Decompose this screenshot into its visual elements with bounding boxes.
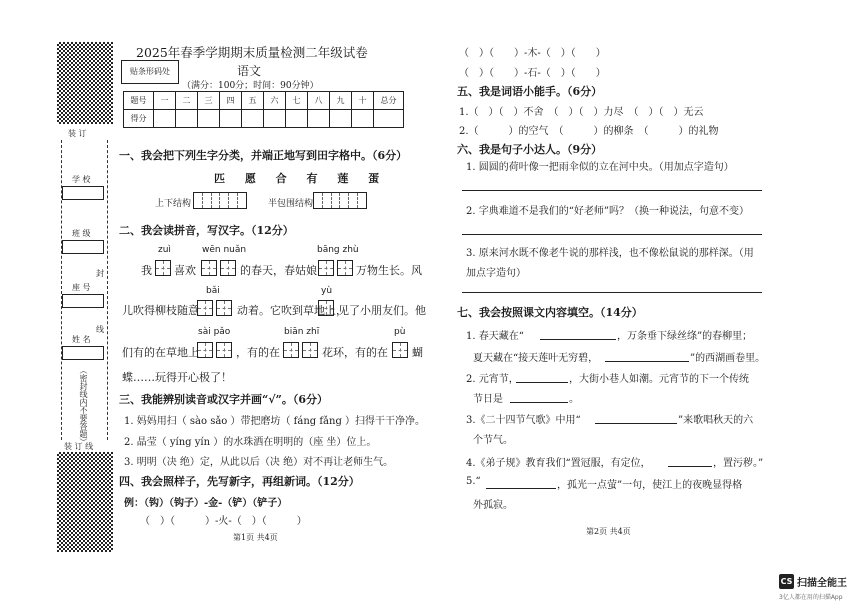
score-input[interactable] [242,110,264,128]
subject-title: 语文 [237,64,262,78]
q2-text-11: 蝴 [412,346,423,359]
q6-title: 六、我是句子小达人。（9分） [457,143,603,156]
q2-grid[interactable] [318,260,334,276]
q2-text-3: 的春天，春姑娘 [240,264,317,277]
q6-answer-line-2[interactable] [462,234,762,235]
score-cell: 四 [220,92,242,110]
score-cell: 十 [352,92,374,110]
q6-sentence-3b: 加点字造句） [466,268,526,279]
score-cell: 二 [176,92,198,110]
score-input[interactable] [198,110,220,128]
school-box[interactable] [62,186,104,200]
score-cell: 一 [154,92,176,110]
binding-line-right [107,140,108,440]
q7-blank[interactable] [595,423,677,424]
checker-pattern-bottom [57,452,113,552]
line-char: 线 [96,325,104,334]
q2-pinyin-8: pù [394,327,406,337]
q2-text-1: 我 [141,264,152,277]
q3-item-3: 3. 明明（决 绝）定，从此以后（决 绝）对不再让老师生气。 [124,457,394,468]
q4-row-3[interactable]: （ ）（ ）-石-（ ）（ ） [459,68,606,79]
score-table-score-row [124,110,404,128]
q1-chars: 匹 愿 合 有 莲 蛋 [214,172,384,185]
q7-line-5a: 3.《二十四节气歌》中用“ [466,415,581,426]
q2-grid[interactable] [302,342,318,358]
watermark-sub: 3亿人都在用的扫描App [779,594,843,601]
binding-line-left [61,140,62,440]
q2-pinyin-5: yù [321,286,333,296]
q1-grid-a[interactable] [193,192,247,209]
q2-grid[interactable] [201,260,217,276]
q2-grid[interactable] [155,260,171,276]
score-input[interactable] [286,110,308,128]
score-cell: 五 [242,92,264,110]
camscanner-logo-icon: CS [779,574,794,589]
q1-title: 一、我会把下列生字分类，并端正地写到田字格中。（6分） [119,149,408,162]
q2-pinyin-6: sài pǎo [198,327,231,337]
q2-text-7: 见了小朋友们。他 [338,304,426,317]
q7-blank[interactable] [510,402,568,403]
q2-grid[interactable] [337,260,353,276]
q7-line-1b: ，万条垂下绿丝绦”的春柳里； [617,331,753,342]
q7-line-2b: ”的西湖画卷里。 [690,353,766,364]
q2-pinyin-2: wēn nuǎn [202,245,247,255]
score-cell: 六 [264,92,286,110]
score-cell: 八 [308,92,330,110]
q7-line-4b: 。 [569,394,579,405]
watermark-name: 扫描全能王 [797,578,847,589]
page-number-left: 第1页 共4页 [233,533,278,542]
q2-text-5: 儿吹得柳枝随意 [122,304,199,317]
q7-blank[interactable] [516,382,568,383]
q4-row-1[interactable]: （ ）（ ）-火-（ ）（ ） [140,516,307,527]
q6-sentence-2: 2. 字典难道不是我们的“好老师”吗？（换一种说法，句意不变） [466,206,749,217]
q7-line-7b: ，置污秽。” [713,458,764,469]
q7-line-6: 个节气。 [473,435,513,446]
q4-row-2[interactable]: （ ）（ ）-木-（ ）（ ） [459,48,606,59]
score-cell: 七 [286,92,308,110]
q7-line-9: 外孤寂。 [473,500,513,511]
q2-title: 二、我会读拼音，写汉字。（12分） [119,224,294,237]
q1-label-top-bottom: 上下结构 [155,199,192,209]
exam-info: （满分：100分；时间：90分钟） [182,81,319,91]
q3-title: 三、我能辨别读音或汉字并画“√”。（6分） [119,393,329,406]
q3-item-1: 1. 妈妈用扫（ sào sǎo ）带把磨坊（ fáng fǎng ）扫得干干净净。 [124,416,426,427]
q6-answer-line-1[interactable] [462,190,762,191]
q7-line-3b: ，大街小巷人如潮。元宵节的下一个传统 [569,374,749,385]
q2-grid[interactable] [216,300,232,316]
page-number-right: 第2页 共4页 [586,527,631,536]
q7-line-8a: 5.“ [466,476,481,487]
q4-title: 四、我会照样子，先写新字，再组新词。（12分） [119,475,360,488]
no-answer-note: （密封线内不要答题） [79,366,88,446]
score-cell: 九 [330,92,352,110]
name-label: 姓 名 [72,335,91,344]
score-input[interactable] [330,110,352,128]
q6-answer-line-3[interactable] [462,292,762,293]
q2-grid[interactable] [197,300,213,316]
score-input[interactable] [352,110,374,128]
q3-item-2: 2. 晶莹（ yíng yín ）的水珠洒在明明的（座 坐）位上。 [124,437,377,448]
q7-blank[interactable] [540,339,616,340]
q7-title: 七、我会按照课文内容填空。（14分） [457,306,643,319]
seat-box[interactable] [62,294,104,308]
class-box[interactable] [62,240,104,254]
q2-pinyin-3: bāng zhù [317,245,359,255]
q5-row-1[interactable]: 1.（ ）（ ）不舍 （ ）（ ）力尽 （ ）（ ）无云 [459,107,704,118]
q1-label-half-enclosure: 半包围结构 [268,199,314,209]
q7-blank[interactable] [668,466,712,467]
score-input[interactable] [220,110,242,128]
q2-grid[interactable] [216,342,232,358]
q5-row-2[interactable]: 2.（ ）的空气 （ ）的柳条 （ ）的礼物 [459,126,719,137]
q6-sentence-1: 1. 圆圆的荷叶像一把雨伞似的立在河中央。（用加点字造句） [466,162,734,173]
score-table-header-row [124,92,404,110]
q2-text-8: 们有的在草地上 [122,346,199,359]
barcode-area: 贴条形码处 [121,60,179,84]
score-cell: 总分 [374,92,404,110]
score-cell: 得分 [124,110,154,128]
binding-top-label: 装 订 [68,129,87,138]
score-input[interactable] [308,110,330,128]
q2-grid[interactable] [318,300,334,316]
checker-pattern-top [57,42,113,124]
q7-line-4a: 节日是 [473,394,503,405]
name-box[interactable] [62,346,104,360]
q7-blank[interactable] [605,361,689,362]
q2-pinyin-4: bǎi [206,286,220,296]
q5-title: 五、我是词语小能手。（6分） [457,85,603,98]
score-input[interactable] [154,110,176,128]
q2-pinyin-7: biān zhī [284,327,320,337]
q2-text-10: 花环，有的在 [322,346,388,359]
q6-sentence-3a: 3. 原来河水既不像老牛说的那样浅，也不像松鼠说的那样深。（用 [466,248,754,259]
score-cell: 三 [198,92,220,110]
score-input[interactable] [374,110,404,128]
q7-line-7a: 4.《弟子规》教育我们“置冠服，有定位， [466,458,651,469]
q2-text-2: 喜欢 [174,264,196,277]
q2-grid[interactable] [197,342,213,358]
q7-line-1a: 1. 春天藏在“ [466,331,524,342]
seal-char: 封 [96,269,104,278]
q7-line-8b: ，孤光一点萤”一句，使江上的夜晚显得格 [557,480,743,491]
q2-grid[interactable] [220,260,236,276]
q2-text-6: 动着。它吹到草地上， [237,304,347,317]
score-input[interactable] [176,110,198,128]
q7-line-2a: 夏天藏在“接天莲叶无穷碧， [473,353,599,364]
score-cell: 题号 [124,92,154,110]
class-label: 班 级 [72,229,91,238]
q7-blank[interactable] [486,488,556,489]
q2-text-12: 蝶……玩得开心极了！ [122,371,232,384]
q2-text-4: 万物生长。风 [356,264,422,277]
score-input[interactable] [264,110,286,128]
q7-line-3a: 2. 元宵节， [466,374,519,385]
school-label: 学 校 [72,175,91,184]
q1-grid-b[interactable] [313,192,367,209]
exam-title: 2025年春季学期期末质量检测二年级试卷 [136,45,368,60]
q2-grid[interactable] [283,342,299,358]
q2-pinyin-1: zuì [158,245,171,255]
q7-line-5b: ”来歌唱秋天的六 [678,415,754,426]
seat-label: 座 号 [72,283,91,292]
q2-grid[interactable] [392,342,408,358]
q4-example: 例：（钩）（钩子）-金-（铲）（铲子） [124,498,288,509]
score-table [123,91,404,128]
q2-text-9: ，有的在 [236,346,280,359]
binding-bottom-label: 装 订 线 [64,442,94,451]
